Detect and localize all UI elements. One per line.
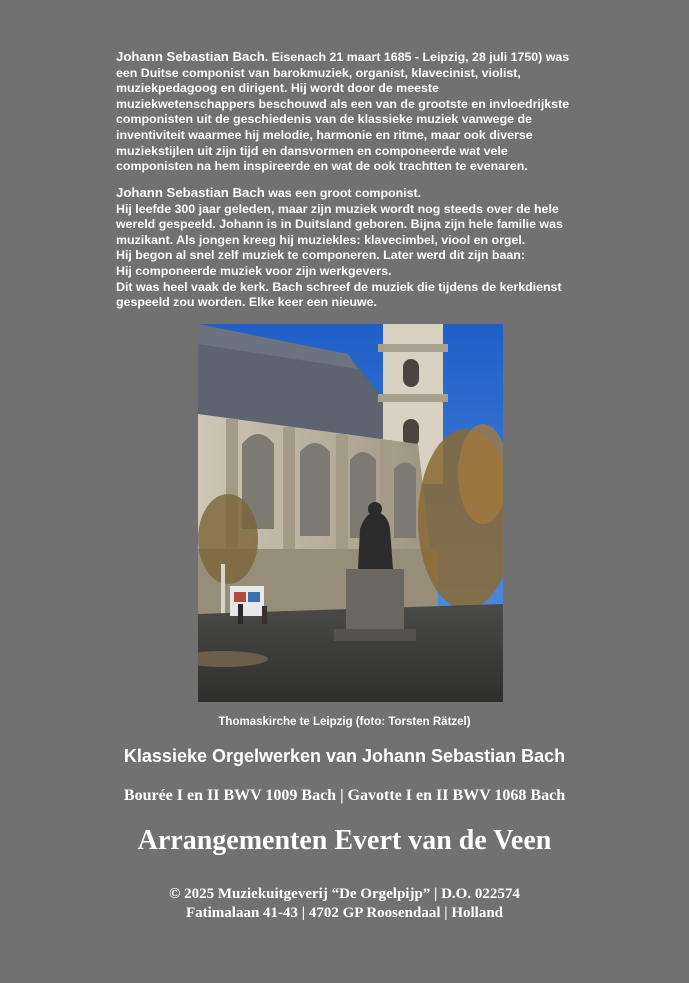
small-tree	[198, 494, 258, 584]
publisher-address: Fatimalaan 41-43 | 4702 GP Roosendaal | Holland	[185, 905, 504, 921]
bio-line: Dit was heel vaak de kerk. Bach schreef de muziek die tijdens de kerkdienst	[116, 279, 562, 294]
bio-line: Johann Sebastian Bach was een groot componist.	[116, 185, 422, 200]
series-title: Klassieke Orgelwerken van Johann Sebastian Bach	[123, 746, 566, 766]
bio-line: Hij componeerde muziek voor zijn werkgevers.	[116, 263, 392, 278]
bio-line: muzikant. Als jongen kreeg hij muziekles: klavecimbel, viool en orgel.	[116, 232, 526, 247]
intro-paragraph	[116, 49, 616, 175]
intro-line: muziekstijlen uit zijn tijd en dansvormen en componeerde wat vele	[116, 143, 508, 158]
composer-name: Johann Sebastian Bach	[116, 49, 265, 64]
pieces-list: Bourée I en II BWV 1009 Bach | Gavotte I en II BWV 1068 Bach	[123, 787, 566, 804]
statue-pedestal	[346, 569, 404, 629]
bio-line: Hij leefde 300 jaar geleden, maar zijn muziek wordt nog steeds over de hele	[116, 201, 559, 216]
church-window	[394, 463, 416, 539]
intro-line: muziekpedagoog en dirigent. Hij wordt door de meeste	[116, 81, 439, 96]
bio-paragraph	[116, 185, 616, 311]
composer-name: Johann Sebastian Bach	[116, 185, 265, 200]
intro-line: inventiviteit waarmee hij melodie, harmonie en ritme, maar ook diverse	[116, 127, 533, 142]
bio-line: gespeeld zou worden. Elke keer een nieuwe.	[116, 295, 377, 310]
thomaskirche-photo	[198, 324, 503, 702]
publisher-copyright: © 2025 Muziekuitgeverij “De Orgelpijp” | D.O. 022574	[169, 886, 520, 902]
church-window	[300, 443, 330, 536]
intro-line: componisten na hem inspireerde en wat de ook trachtten te evenaren.	[116, 159, 528, 174]
bio-line: Hij begon al snel zelf muziek te componeren. Later werd dit zijn baan:	[116, 248, 525, 263]
arranger-title: Arrangementen Evert van de Veen	[137, 825, 552, 856]
intro-line: componisten uit de geschiedenis van de klassieke muziek vanwege de	[116, 112, 532, 127]
intro-line: Johann Sebastian Bach. Eisenach 21 maart 1685 - Leipzig, 28 juli 1750) was	[116, 49, 570, 64]
photo-caption: Thomaskirche te Leipzig (foto: Torsten Rätzel)	[218, 716, 471, 728]
intro-line: muziekwetenschappers beschouwd als een van de grootste en invloedrijkste	[116, 96, 570, 111]
intro-line: een Duitse componist van barokmuziek, organist, klavecinist, violist,	[116, 65, 521, 80]
bio-line: wereld gespeeld. Johann is in Duitsland geboren. Bijna zijn hele familie was	[116, 217, 563, 232]
